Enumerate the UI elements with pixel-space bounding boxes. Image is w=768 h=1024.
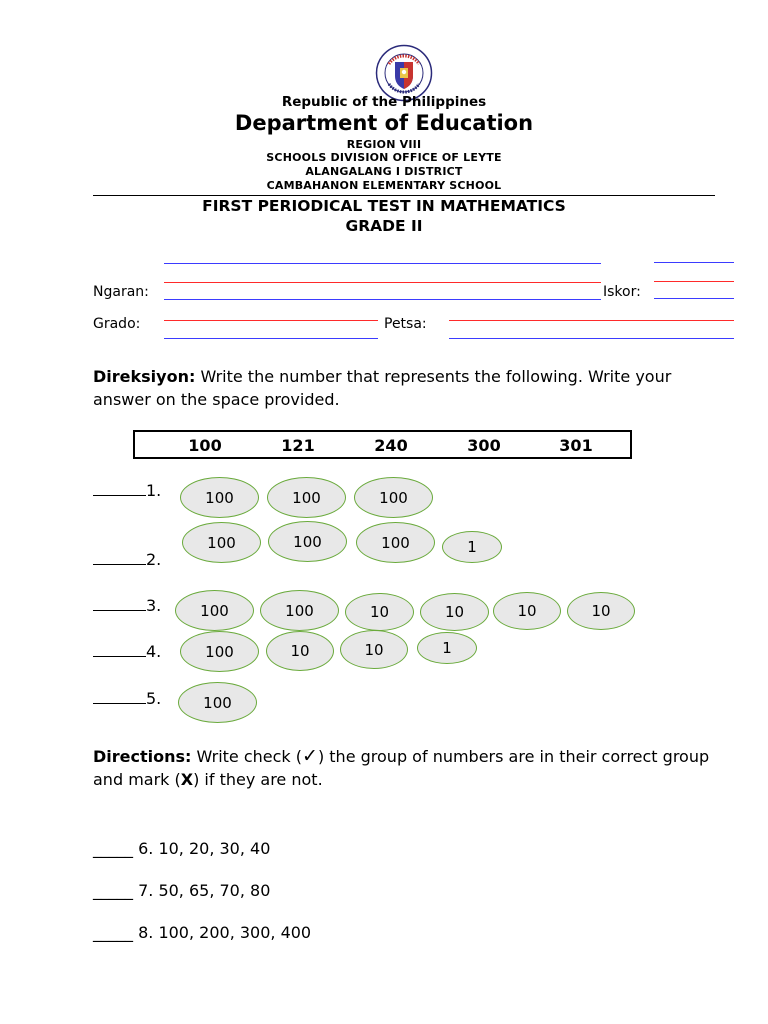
region-line: REGION VIII xyxy=(346,138,422,151)
direction-two xyxy=(93,745,718,791)
answer-blank[interactable] xyxy=(93,550,146,565)
answer-blank[interactable]: _____ xyxy=(93,839,133,858)
answer-blank[interactable] xyxy=(93,689,146,704)
choice-2: 121 xyxy=(281,436,315,455)
value-oval: 100 xyxy=(268,521,347,562)
score-label: Iskor: xyxy=(603,284,641,300)
question-7 xyxy=(93,881,270,900)
value-oval: 10 xyxy=(266,631,334,671)
value-oval: 1 xyxy=(442,531,502,563)
division-line: SCHOOLS DIVISION OFFICE OF LEYTE xyxy=(266,151,502,164)
value-oval: 100 xyxy=(178,682,257,723)
value-oval: 100 xyxy=(354,477,433,518)
value-oval: 10 xyxy=(567,592,635,630)
item-number: 2. xyxy=(146,550,162,569)
choices-box xyxy=(133,430,632,459)
value-oval: 100 xyxy=(356,522,435,563)
choice-3: 240 xyxy=(374,436,408,455)
question-6 xyxy=(93,839,270,858)
answer-blank[interactable] xyxy=(93,481,146,496)
date-label: Petsa: xyxy=(384,316,427,332)
item-4 xyxy=(93,642,161,661)
direction-one-text: Write the number that represents the following. Write your answer on the space provided. xyxy=(93,367,672,409)
value-oval: 100 xyxy=(267,477,346,518)
value-oval: 10 xyxy=(420,593,489,631)
answer-blank[interactable]: _____ xyxy=(93,881,133,900)
grade-input-line[interactable] xyxy=(164,338,378,339)
department-heading: Department of Education xyxy=(234,111,534,135)
question-text: 8. 100, 200, 300, 400 xyxy=(133,923,312,942)
grade-title: GRADE II xyxy=(345,217,423,235)
item-2 xyxy=(93,550,161,569)
item-number: 1. xyxy=(146,481,162,500)
choice-1: 100 xyxy=(188,436,222,455)
item-number: 5. xyxy=(146,689,162,708)
question-text: 6. 10, 20, 30, 40 xyxy=(133,839,271,858)
value-oval: 100 xyxy=(182,522,261,563)
value-oval: 10 xyxy=(340,630,408,669)
name-line-red xyxy=(164,282,601,283)
direction-two-label: Directions: xyxy=(93,747,192,766)
choice-5: 301 xyxy=(559,436,593,455)
grade-label: Grado: xyxy=(93,316,141,332)
value-oval: 1 xyxy=(417,632,477,664)
value-oval: 100 xyxy=(175,590,254,631)
direction-two-text-c: ) if they are not. xyxy=(193,770,323,789)
date-input-line[interactable] xyxy=(449,338,734,339)
value-oval: 100 xyxy=(180,631,259,672)
direction-two-text-a: Write check ( xyxy=(191,747,303,766)
check-icon: ✓ xyxy=(302,745,318,767)
name-label: Ngaran: xyxy=(93,284,149,300)
item-number: 3. xyxy=(146,596,162,615)
choice-4: 300 xyxy=(467,436,501,455)
item-3 xyxy=(93,596,161,615)
direction-one-label: Direksiyon: xyxy=(93,367,196,386)
answer-blank[interactable]: _____ xyxy=(93,923,133,942)
republic-heading: Republic of the Philippines xyxy=(281,94,487,110)
header-divider xyxy=(93,195,715,196)
name-input-line[interactable] xyxy=(164,299,601,300)
direction-one xyxy=(93,365,718,411)
value-oval: 100 xyxy=(180,477,259,518)
value-oval: 10 xyxy=(345,593,414,631)
score-line-red xyxy=(654,281,734,282)
score-line-top xyxy=(654,262,734,263)
score-input-line[interactable] xyxy=(654,298,734,299)
value-oval: 10 xyxy=(493,592,561,630)
direction-two-text-b: ) the group of numbers are in their correct group and mark ( xyxy=(93,747,710,789)
question-8 xyxy=(93,923,311,942)
question-text: 7. 50, 65, 70, 80 xyxy=(133,881,271,900)
date-line-red xyxy=(449,320,734,321)
answer-blank[interactable] xyxy=(93,596,146,611)
district-line: ALANGALANG I DISTRICT xyxy=(305,165,463,178)
test-title: FIRST PERIODICAL TEST IN MATHEMATICS xyxy=(202,197,566,215)
item-number: 4. xyxy=(146,642,162,661)
grade-line-red xyxy=(164,320,378,321)
school-line: CAMBAHANON ELEMENTARY SCHOOL xyxy=(266,179,502,192)
item-1 xyxy=(93,481,161,500)
value-oval: 100 xyxy=(260,590,339,631)
x-mark-icon: X xyxy=(180,770,194,789)
item-5 xyxy=(93,689,161,708)
answer-blank[interactable] xyxy=(93,642,146,657)
name-line-top xyxy=(164,263,601,264)
